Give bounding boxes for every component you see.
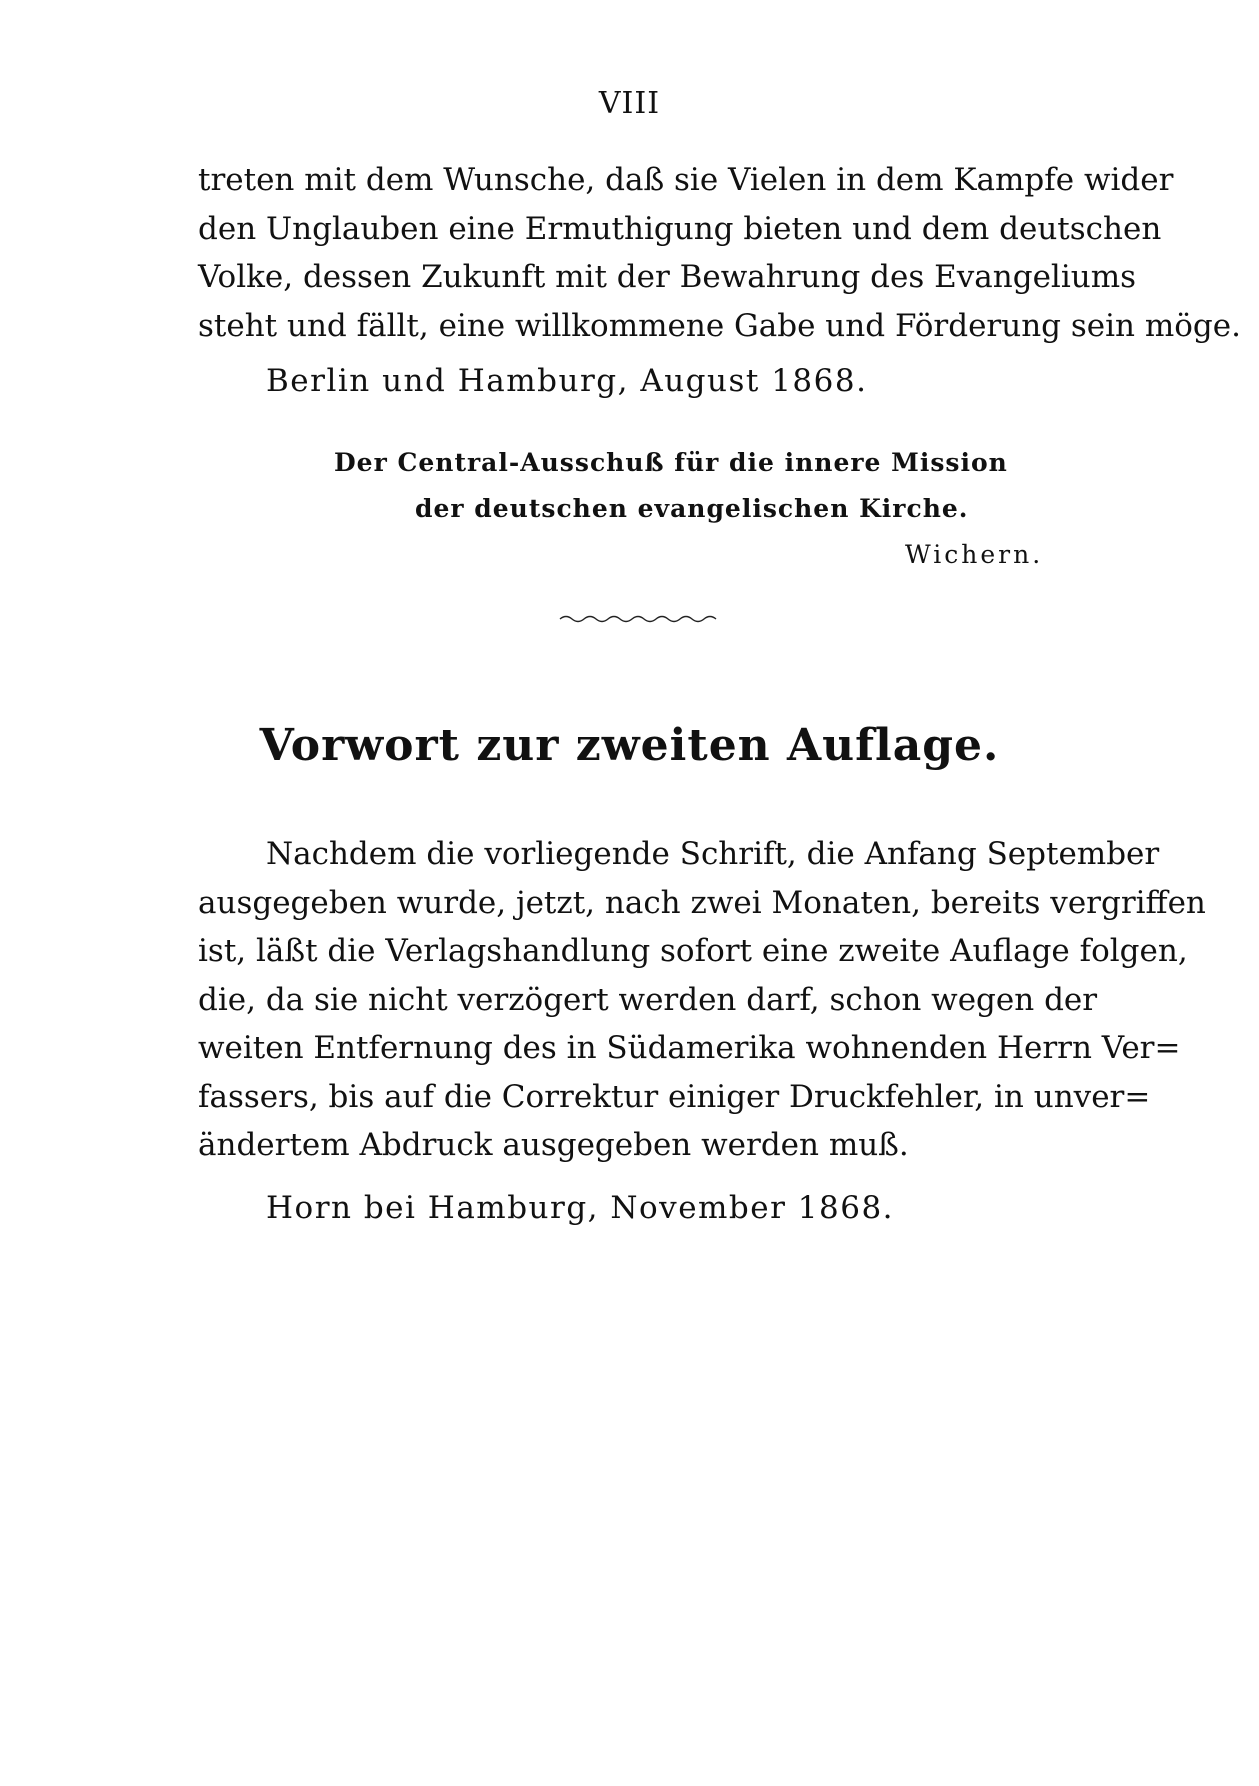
text-line: die, da sie nicht verzögert werden darf, schon wegen der bbox=[198, 981, 1098, 1018]
text-line: ist, läßt die Verlagshandlung sofort eine zweite Auflage folgen, bbox=[198, 933, 1188, 969]
text-line: ändertem Abdruck ausgegeben werden muß. bbox=[198, 1127, 909, 1163]
text-line: Volke, dessen Zukunft mit der Bewahrung des Evangeliums bbox=[198, 259, 1137, 295]
text-line: den Unglauben eine Ermuthigung bieten und dem deutschen bbox=[198, 210, 1162, 247]
text-line: Nachdem die vorliegende Schrift, die Anfang September bbox=[266, 836, 1160, 872]
preface2-paragraph bbox=[198, 830, 1206, 1170]
text-line: weiten Entfernung des in Südamerika wohnenden Herrn Ver= bbox=[198, 1030, 1181, 1066]
preface2-dateline: Horn bei Hamburg, November 1868. bbox=[266, 1190, 895, 1226]
page-number: VIII bbox=[598, 86, 661, 121]
ornament-divider bbox=[558, 612, 718, 626]
preface1-paragraph bbox=[198, 156, 1241, 350]
signature-church: der deutschen evangelischen Kirche. bbox=[415, 494, 969, 523]
text-line: steht und fällt, eine willkommene Gabe und Förderung sein möge. bbox=[198, 307, 1241, 344]
text-line: fassers, bis auf die Correktur einiger Druckfehler, in unver= bbox=[198, 1078, 1151, 1115]
text-line: ausgegeben wurde, jetzt, nach zwei Monaten, bereits vergriffen bbox=[198, 884, 1206, 921]
section-heading: Vorwort zur zweiten Auflage. bbox=[259, 720, 1000, 771]
text-line: treten mit dem Wunsche, daß sie Vielen in dem Kampfe wider bbox=[198, 162, 1174, 198]
signer-name: Wichern. bbox=[905, 540, 1044, 569]
preface1-dateline: Berlin und Hamburg, August 1868. bbox=[266, 363, 868, 399]
signature-organization: Der Central-Ausschuß für die innere Mission bbox=[334, 448, 1008, 477]
